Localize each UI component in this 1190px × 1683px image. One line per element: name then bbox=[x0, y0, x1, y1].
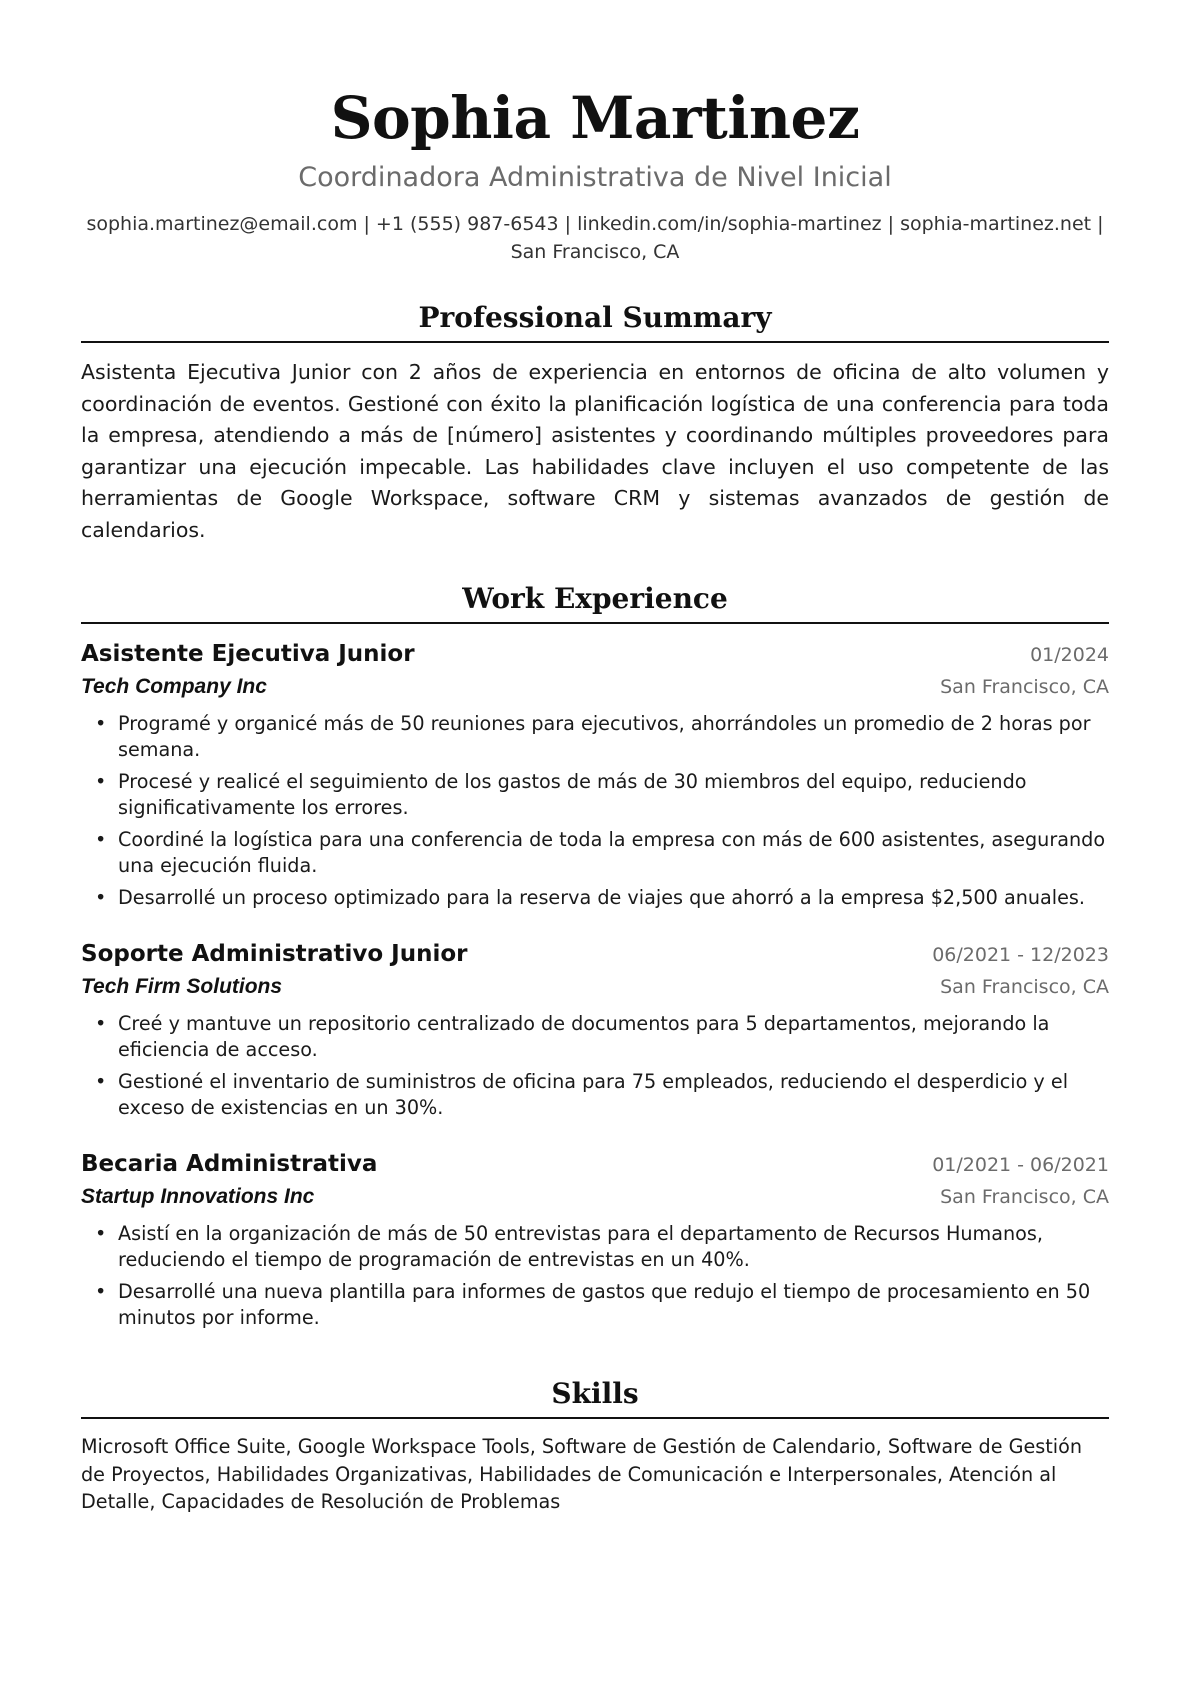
summary-text: Asistenta Ejecutiva Junior con 2 años de experiencia en entornos de oficina de alto volumen y coordinación de eventos. Gestioné con éxito la planificación logística de una conferencia para toda la empresa, atendiendo a más de [número] asistentes y coordinando múltiples proveedores para garantizar una ejecución impecable. Las habilidades clave incluyen el uso competente de las herramientas de Google Workspace, software CRM y sistemas avanzados de gestión de calendarios. bbox=[81, 360, 1109, 542]
job-subheader bbox=[81, 671, 1109, 703]
bullet-item: • Asistí en la organización de más de 50 entrevistas para el departamento de Recursos Humanos, reduciendo el tiempo de programación de entrevistas en un 40%. bbox=[81, 1221, 1109, 1273]
job-subheader bbox=[81, 971, 1109, 1003]
skills-text: Microsoft Office Suite, Google Workspace Tools, Software de Gestión de Calendario, Software de Gestión de Proyectos, Habilidades Organizativas, Habilidades de Comunicación e Interpersonales, Atención al Detalle, Capacidades de Resolución de Problemas bbox=[81, 1435, 1083, 1513]
job-date: 06/2021 - 12/2023 bbox=[932, 944, 1109, 966]
job-location: San Francisco, CA bbox=[940, 1186, 1109, 1208]
job-company: Tech Firm Solutions bbox=[81, 975, 283, 998]
job-company: Startup Innovations Inc bbox=[81, 1185, 315, 1208]
skills-section bbox=[81, 1375, 1109, 1516]
job-header bbox=[81, 1148, 1109, 1181]
experience-heading: Work Experience bbox=[81, 580, 1109, 624]
job-entry bbox=[81, 1148, 1109, 1331]
job-date: 01/2024 bbox=[1030, 644, 1109, 666]
contact-line: sophia.martinez@email.com | +1 (555) 987-6543 | linkedin.com/in/sophia-martinez | sophia-martinez.net | San Francisco, CA bbox=[86, 213, 1104, 263]
job-role: Asistente Ejecutiva Junior bbox=[81, 641, 415, 667]
job-bullets bbox=[81, 711, 1109, 911]
bullet-item: • Desarrollé un proceso optimizado para la reserva de viajes que ahorró a la empresa $2,500 anuales. bbox=[81, 885, 1109, 911]
bullet-item: • Creé y mantuve un repositorio centralizado de documentos para 5 departamentos, mejorando la eficiencia de acceso. bbox=[81, 1011, 1109, 1063]
experience-section bbox=[81, 580, 1109, 1331]
bullet-item: • Gestioné el inventario de suministros de oficina para 75 empleados, reduciendo el desperdicio y el exceso de existencias en un 30%. bbox=[81, 1069, 1109, 1121]
job-company: Tech Company Inc bbox=[81, 675, 267, 698]
job-role: Soporte Administrativo Junior bbox=[81, 941, 468, 967]
job-entry bbox=[81, 638, 1109, 911]
candidate-name: Sophia Martinez bbox=[330, 84, 860, 152]
job-entry bbox=[81, 938, 1109, 1121]
summary-heading: Professional Summary bbox=[81, 299, 1109, 343]
job-header bbox=[81, 638, 1109, 671]
job-header bbox=[81, 938, 1109, 971]
job-bullets bbox=[81, 1011, 1109, 1121]
resume-header bbox=[81, 0, 1109, 266]
skills-heading: Skills bbox=[81, 1375, 1109, 1419]
job-location: San Francisco, CA bbox=[940, 676, 1109, 698]
bullet-item: • Coordiné la logística para una conferencia de toda la empresa con más de 600 asistentes, asegurando una ejecución fluida. bbox=[81, 827, 1109, 879]
job-date: 01/2021 - 06/2021 bbox=[932, 1154, 1109, 1176]
job-location: San Francisco, CA bbox=[940, 976, 1109, 998]
candidate-title: Coordinadora Administrativa de Nivel Inicial bbox=[298, 162, 892, 193]
job-subheader bbox=[81, 1181, 1109, 1213]
job-role: Becaria Administrativa bbox=[81, 1151, 378, 1177]
bullet-item: • Procesé y realicé el seguimiento de los gastos de más de 30 miembros del equipo, reduciendo significativamente los errores. bbox=[81, 769, 1109, 821]
summary-section bbox=[81, 299, 1109, 546]
bullet-item: • Programé y organicé más de 50 reuniones para ejecutivos, ahorrándoles un promedio de 2 horas por semana. bbox=[81, 711, 1109, 763]
bullet-item: • Desarrollé una nueva plantilla para informes de gastos que redujo el tiempo de procesamiento en 50 minutos por informe. bbox=[81, 1279, 1109, 1331]
job-bullets bbox=[81, 1221, 1109, 1331]
